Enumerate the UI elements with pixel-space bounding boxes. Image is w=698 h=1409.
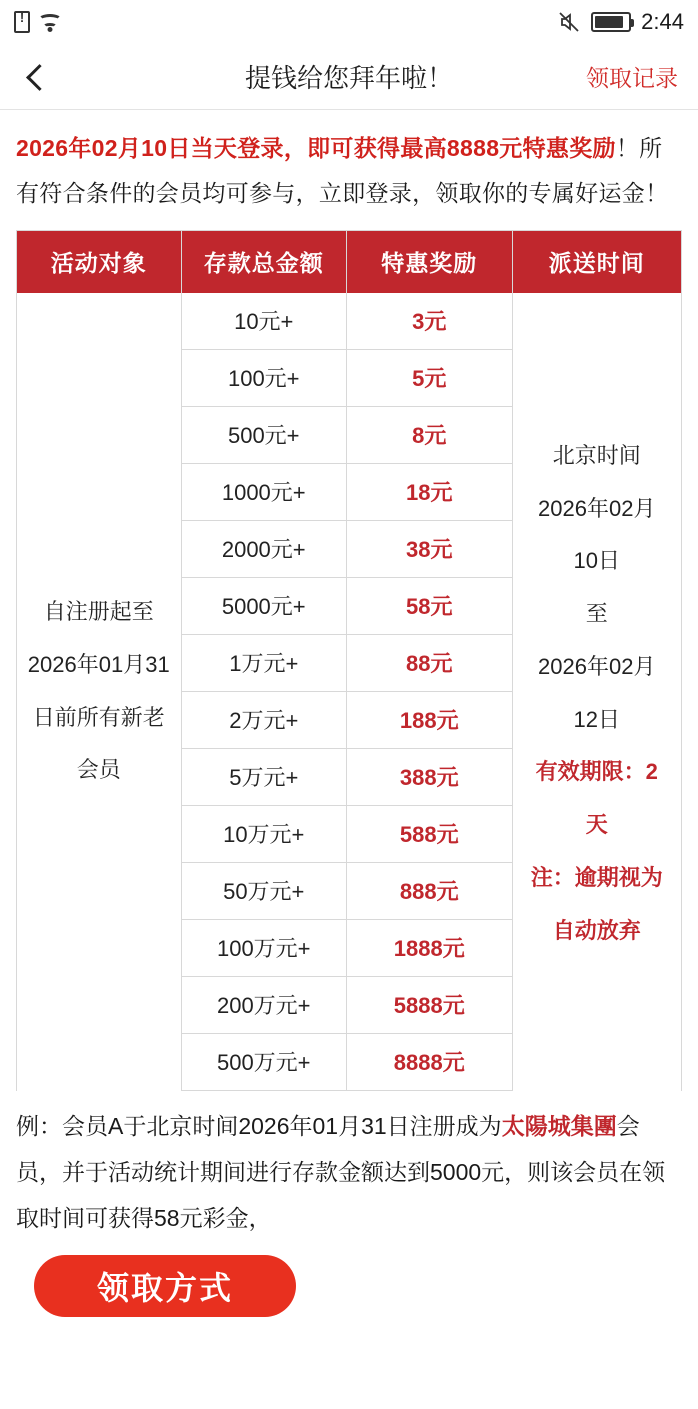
table-header-object: 活动对象: [17, 231, 181, 293]
promo-rest: ！所有符合条件的会员均可参与，立即登录，领取你的专属好运金！: [16, 135, 669, 206]
time-warning-line: 有效期限：2: [535, 759, 658, 785]
table-header-reward: 特惠奖励: [347, 231, 512, 293]
table-row: 10万元+: [182, 806, 347, 863]
status-bar-left: [14, 11, 62, 33]
time-warning-line: 天: [585, 812, 608, 838]
time-line: 北京时间: [552, 442, 641, 468]
status-bar: [0, 0, 698, 44]
claim-method-button[interactable]: 领取方式: [34, 1255, 296, 1317]
table-row: 8元: [347, 407, 512, 464]
table-column-object: [17, 231, 182, 1091]
table-row: 1万元+: [182, 635, 347, 692]
table-row: 200万元+: [182, 977, 347, 1034]
table-column-amount: [182, 231, 348, 1091]
sim-alert-icon: [14, 11, 30, 33]
table-row: 500元+: [182, 407, 347, 464]
table-row: 2000元+: [182, 521, 347, 578]
table-row: 50万元+: [182, 863, 347, 920]
promo-paragraph: [16, 126, 682, 216]
table-header-amount: 存款总金额: [182, 231, 347, 293]
rewards-table: [16, 230, 682, 1091]
example-paragraph: [16, 1103, 682, 1241]
table-header-time: 派送时间: [513, 231, 682, 293]
claim-records-link[interactable]: 领取记录: [586, 65, 678, 91]
table-cell-object: 自注册起至2026年01月31日前所有新老会员: [27, 599, 170, 783]
time-line: 2026年02月: [538, 495, 656, 521]
mute-icon: [557, 10, 581, 34]
table-row: 5万元+: [182, 749, 347, 806]
table-row: 2万元+: [182, 692, 347, 749]
table-row: 100万元+: [182, 920, 347, 977]
nav-bar: [0, 44, 698, 110]
table-row: 188元: [347, 692, 512, 749]
table-row: 58元: [347, 578, 512, 635]
page-title: 提钱给您拜年啦！: [244, 63, 453, 93]
status-clock: 2:44: [641, 9, 684, 34]
battery-icon: [591, 12, 631, 32]
time-line: 12日: [573, 706, 620, 732]
example-part-2: 会员，并于活动统计期间进行存款金额达到5000元，则该会员在领取时间可获得58元彩金，: [16, 1112, 666, 1231]
table-row: 10元+: [182, 293, 347, 350]
table-row: 888元: [347, 863, 512, 920]
time-warning-line: 自动放弃: [552, 917, 641, 943]
table-row: 38元: [347, 521, 512, 578]
table-row: 1888元: [347, 920, 512, 977]
table-row: 5000元+: [182, 578, 347, 635]
table-row: 18元: [347, 464, 512, 521]
table-row: 588元: [347, 806, 512, 863]
table-column-time: [513, 231, 682, 1091]
status-bar-right: [557, 9, 684, 35]
chevron-left-icon[interactable]: [20, 60, 54, 94]
example-part-1: 例：会员A于北京时间2026年01月31日注册成为: [16, 1112, 502, 1139]
table-row: 388元: [347, 749, 512, 806]
promo-highlight: 2026年02月10日当天登录，即可获得最高8888元特惠奖励: [16, 135, 616, 161]
brand-name: 太陽城集團: [501, 1112, 617, 1139]
table-columns-middle: [182, 231, 513, 1091]
time-line: 2026年02月: [538, 653, 656, 679]
time-warning-line: 注：逾期视为: [530, 865, 663, 891]
table-row: 5888元: [347, 977, 512, 1034]
time-line: 至: [585, 601, 608, 627]
table-row: 1000元+: [182, 464, 347, 521]
table-row: 500万元+: [182, 1034, 347, 1091]
table-row: 8888元: [347, 1034, 512, 1091]
wifi-icon: [38, 12, 62, 32]
table-cell-time: [513, 293, 682, 1091]
table-column-reward: [347, 231, 513, 1091]
time-line: 10日: [573, 548, 620, 574]
main-content: [0, 110, 698, 1317]
table-row: 3元: [347, 293, 512, 350]
table-row: 100元+: [182, 350, 347, 407]
table-row: 88元: [347, 635, 512, 692]
table-row: 5元: [347, 350, 512, 407]
